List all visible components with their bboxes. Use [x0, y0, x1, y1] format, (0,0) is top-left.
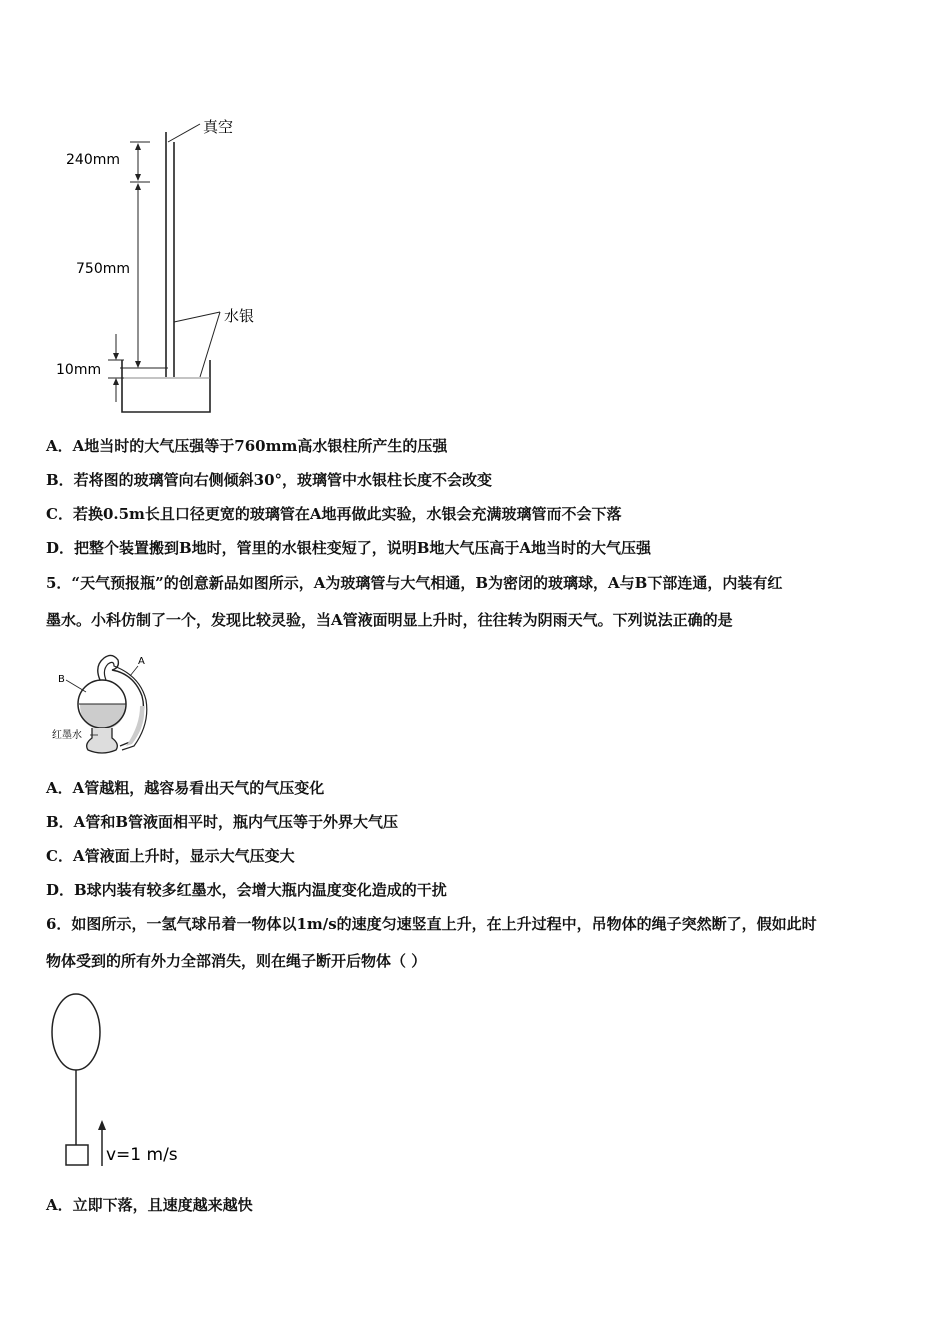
label-a-pointer — [130, 666, 138, 676]
label-red-ink: 红墨水 — [52, 730, 82, 741]
q6-stem-line2: 物体受到的所有外力全部消失，则在绳子断开后物体（ ） — [46, 952, 427, 970]
q5-option-d: D．B球内装有较多红墨水，会增大瓶内温度变化造成的干扰 — [46, 881, 447, 899]
arrowhead — [135, 143, 141, 150]
tube-a-ink — [126, 706, 144, 746]
q4-option-c: C．若换0.5m长且口径更宽的玻璃管在A地再做此实验，水银会充满玻璃管而不会下落 — [46, 505, 622, 523]
q5-stem-line2: 墨水。小科仿制了一个，发现比较灵验，当A管液面明显上升时，往往转为阴雨天气。下列说法正确的是 — [46, 611, 733, 629]
barometer-figure — [50, 112, 280, 417]
q5-option-b: B．A管和B管液面相平时，瓶内气压等于外界大气压 — [46, 813, 398, 831]
dim-240-label: 240mm — [66, 152, 120, 168]
q4-option-a: A．A地当时的大气压强等于760mm高水银柱所产生的压强 — [46, 437, 448, 455]
bottle-base — [87, 728, 118, 753]
arrowhead — [135, 183, 141, 190]
q6-option-a: A．立即下落，且速度越来越快 — [46, 1196, 253, 1214]
label-a: A — [138, 656, 145, 667]
hydrogen-balloon — [52, 994, 100, 1070]
arrowhead — [135, 174, 141, 181]
weather-bottle-figure — [50, 646, 170, 764]
q6-stem-line1: 6．如图所示，一氢气球吊着一物体以1m/s的速度匀速竖直上升，在上升过程中，吊物体的绳子突然断了，假如此时 — [46, 915, 817, 933]
balloon-figure — [50, 990, 200, 1170]
mercury-pointer-1 — [174, 312, 220, 322]
ink-in-ball — [80, 704, 125, 730]
arrowhead — [113, 378, 119, 385]
q4-option-b: B．若将图的玻璃管向右侧倾斜30°，玻璃管中水银柱长度不会改变 — [46, 471, 493, 489]
hanging-object — [66, 1145, 88, 1165]
velocity-arrowhead — [98, 1120, 106, 1130]
q4-option-d: D．把整个装置搬到B地时，管里的水银柱变短了，说明B地大气压高于A地当时的大气压强 — [46, 539, 652, 557]
dim-10-label: 10mm — [56, 362, 102, 378]
vacuum-label: 真空 — [203, 118, 234, 136]
mercury-label: 水银 — [224, 307, 255, 325]
arrowhead — [113, 353, 119, 360]
q5-option-a: A．A管越粗，越容易看出天气的气压变化 — [46, 779, 325, 797]
label-b: B — [58, 674, 65, 685]
velocity-label: v=1 m/s — [106, 1145, 178, 1165]
q5-option-c: C．A管液面上升时，显示大气压变大 — [46, 847, 295, 865]
dim-750-label: 750mm — [76, 261, 130, 277]
label-b-pointer — [66, 680, 86, 692]
vacuum-pointer — [168, 124, 200, 142]
q5-stem-line1: 5．“天气预报瓶”的创意新品如图所示，A为玻璃管与大气相通，B为密闭的玻璃球，A与B下部连通，内装有红 — [46, 574, 783, 592]
arrowhead — [135, 361, 141, 368]
